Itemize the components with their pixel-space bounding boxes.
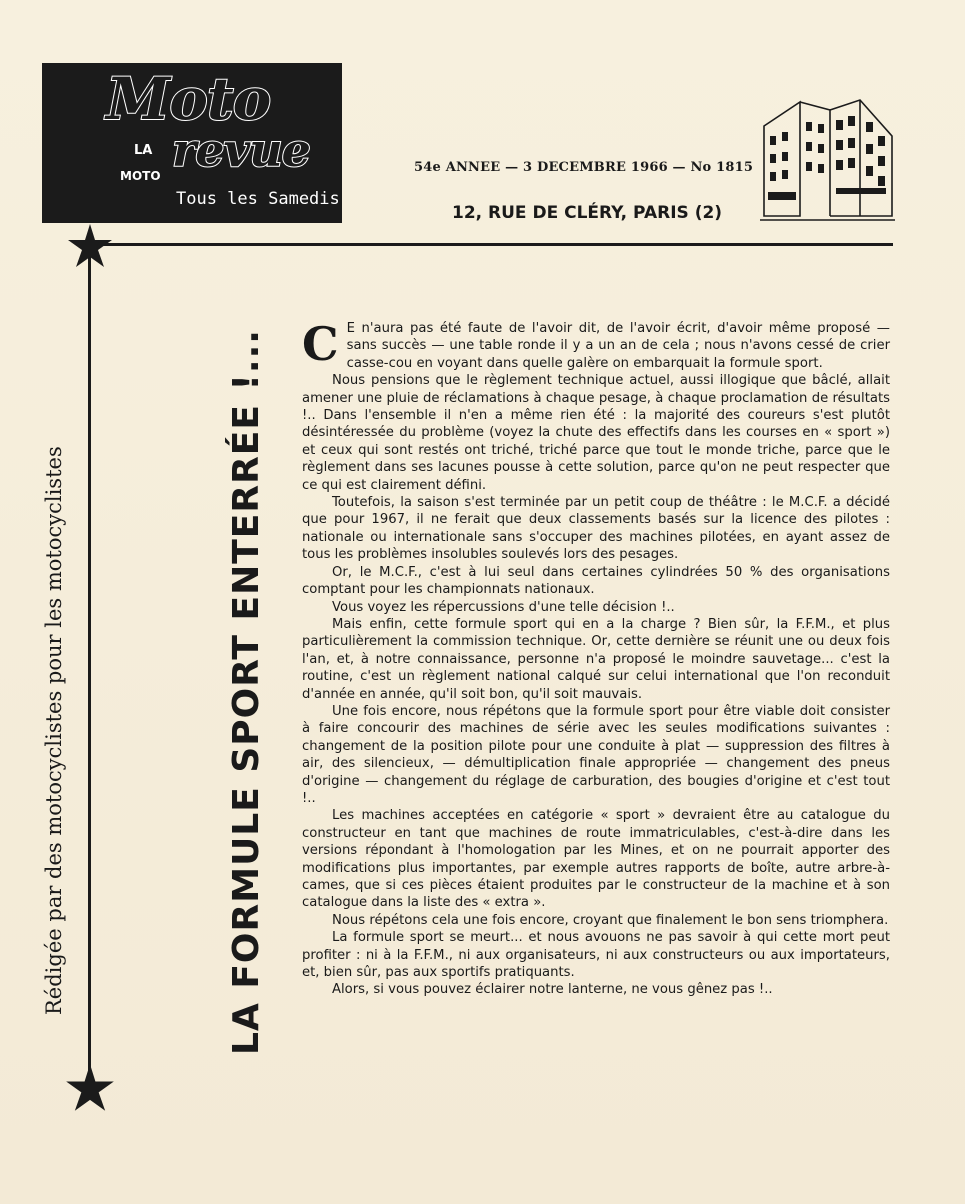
masthead-logo-block — [42, 63, 342, 223]
building-illustration — [760, 96, 895, 226]
article-paragraph: Alors, si vous pouvez éclairer notre lanterne, ne vous gênez pas !.. — [332, 982, 773, 998]
logo-tagline: Tous les Samedis — [176, 189, 340, 209]
top-rule — [90, 243, 893, 246]
star-icon — [64, 1062, 116, 1114]
article-paragraph: Nous pensions que le règlement technique actuel, aussi illogique que bâclé, allait amener une pluie de réclamations à chaque pesage, à chaque proclamation de résultats !.. Dans l'ensemble il n'en a même rien été : la majorité des coureurs s'est plutôt désintéressée du problème (voyez la chute des effectifs dans les courses en « sport ») et ceux qui sont restés ont triché, triché parce que tout le monde triche, parce que le règlement dans ses lacunes pousse à cette solution, parce qu'on ne peut respecter que ce qui est clairement défini. — [302, 373, 890, 493]
headline: LA FORMULE SPORT ENTERRÉE !... — [226, 329, 267, 1055]
article-paragraph: Toutefois, la saison s'est terminée par un petit coup de théâtre : le M.C.F. a décidé que pour 1967, il ne ferait que deux classements basés sur la licence des pilotes : nationale ou internationale sans s'occuper des machines pilotées, en ayant assez de tous les problèmes insolubles soulevés lors des pesages. — [302, 495, 890, 563]
article-paragraph: Vous voyez les répercussions d'une telle décision !.. — [332, 599, 675, 615]
article-paragraph — [302, 317, 890, 372]
left-rule — [88, 248, 91, 1088]
address-line: 12, RUE DE CLÉRY, PARIS (2) — [452, 203, 723, 223]
logo-la: LA — [134, 143, 153, 158]
article-paragraph: Nous répétons cela une fois encore, croyant que finalement le bon sens triomphera. — [332, 912, 889, 928]
issue-line: 54e ANNEE — 3 DECEMBRE 1966 — No 1815 — [414, 160, 754, 175]
article-paragraph: Mais enfin, cette formule sport qui en a la charge ? Bien sûr, la F.F.M., et plus particulièrement la commission technique. Or, cette dernière se réunit une ou deux fois l'an, et, à notre connaissance, personne n'a proposé le moindre sauvetage... c'est la routine, c'est un règlement national calqué sur celui international que l'on reconduit d'année en année, qu'il soit bon, qu'il soit mauvais. — [302, 616, 890, 702]
logo-moto-small: MOTO — [120, 169, 161, 183]
logo-revue: revue — [172, 123, 310, 177]
article-body — [302, 317, 890, 999]
star-icon — [66, 222, 114, 270]
article-paragraph: Une fois encore, nous répétons que la formule sport pour être viable doit consister à faire concourir des machines de série avec les seules modifications suivantes : changement de la position pilote pour une conduite à plat — suppression des filtres à air, des silencieux, — démultiplication finale appropriée — changement des pneus d'origine — changement du réglage de carburation, des bougies d'origine et c'est tout !.. — [302, 703, 890, 806]
article-paragraph: Or, le M.C.F., c'est à lui seul dans certaines cylindrées 50 % des organisations comptant pour les championnats nationaux. — [302, 564, 890, 598]
sidebar-vertical-text: Rédigée par des motocyclistes pour les motocyclistes — [42, 446, 66, 1015]
article-paragraph: La formule sport se meurt... et nous avouons ne pas savoir à qui cette mort peut profiter : ni à la F.F.M., ni aux organisateurs, ni aux constructeurs ou aux importateurs, et, bien sûr, pas aux sportifs pratiquants. — [302, 930, 890, 981]
logo-moto: Moto — [106, 65, 271, 133]
drop-cap: C — [302, 317, 339, 371]
paragraph-text: E n'aura pas été faute de l'avoir dit, de l'avoir écrit, d'avoir même proposé — sans succès — une table ronde il y a un an de cela ; nous n'avons cessé de crier casse-cou en voyant dans quelle galère on embarquait la formule sport. — [346, 321, 890, 371]
article-paragraph: Les machines acceptées en catégorie « sport » devraient être au catalogue du constructeur en tant que machines de route immatriculables, c'est-à-dire dans les versions répondant à l'homologation par les Mines, et on ne pourrait apporter des modifications plus importantes, par exemple autres rapports de boîte, autre arbre-à-cames, que si ces pièces étaient produites par le constructeur de la machine et à son catalogue dans la liste des « extra ». — [302, 808, 890, 911]
